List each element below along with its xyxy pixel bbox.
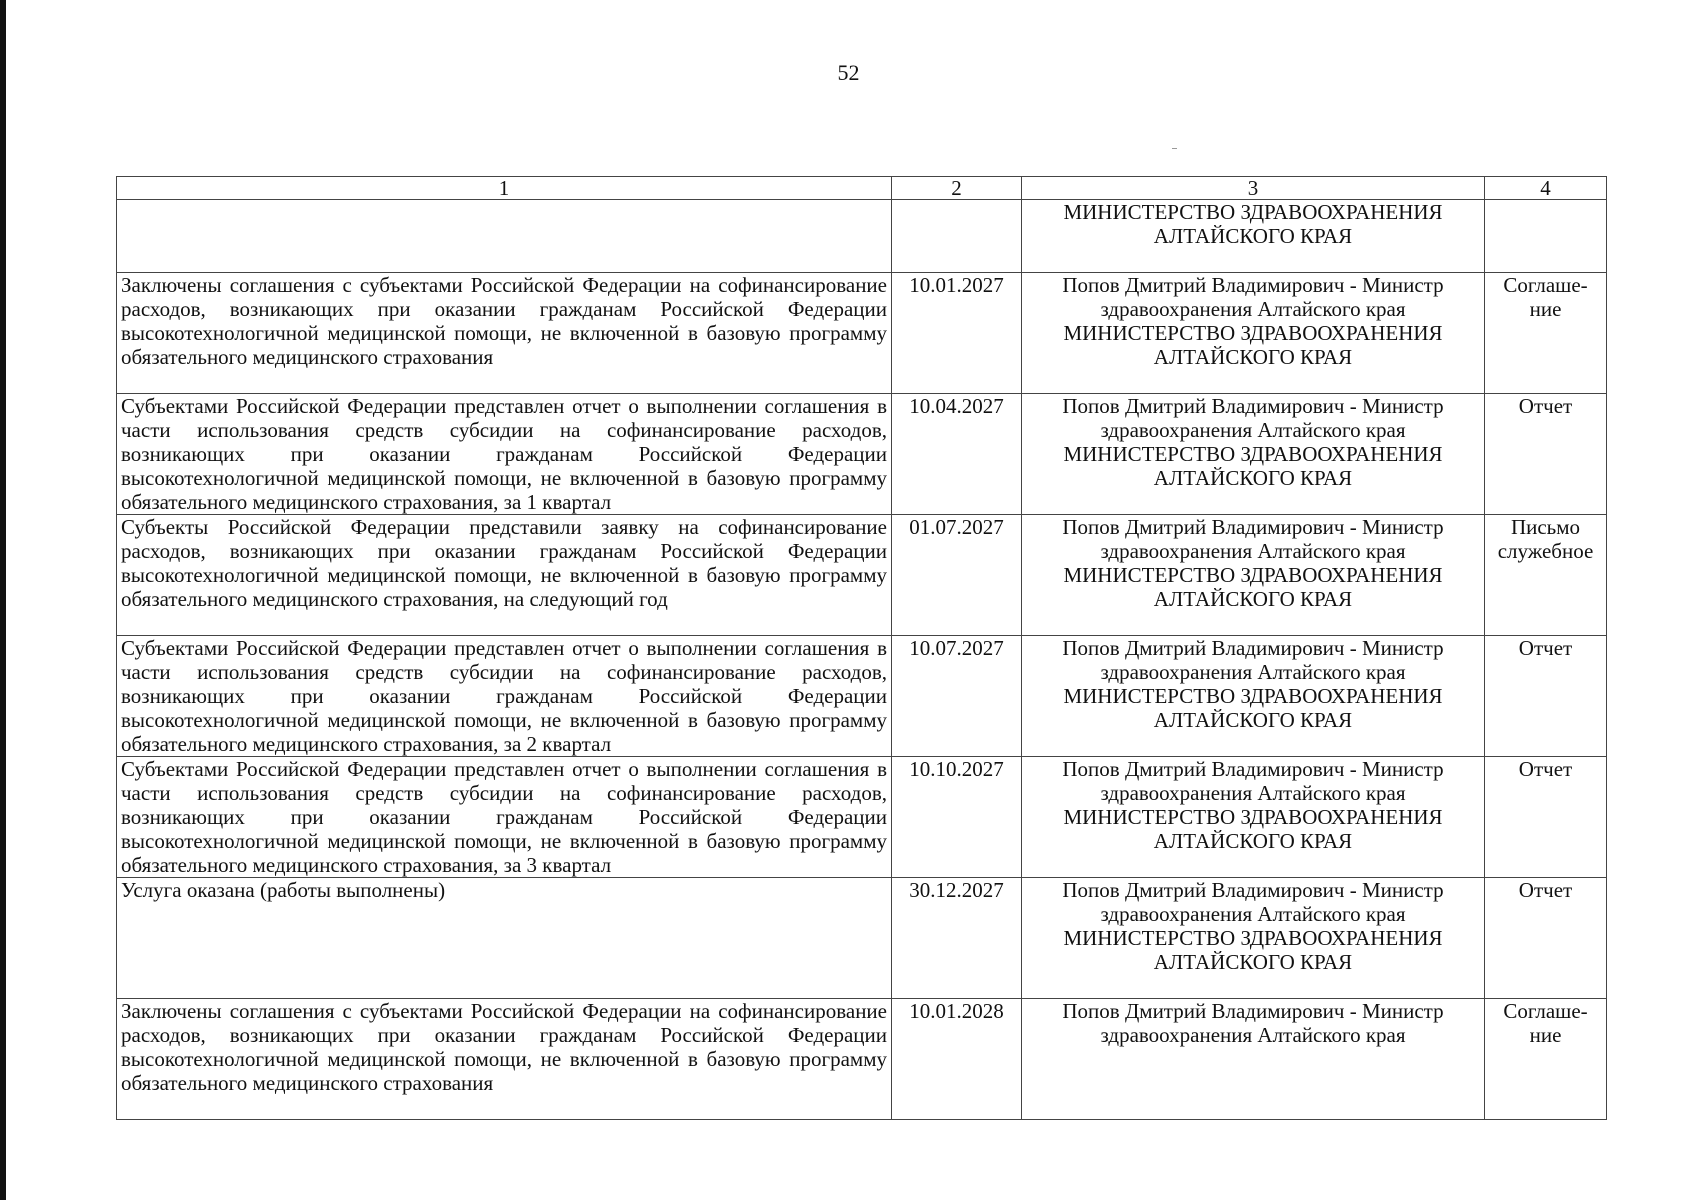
- responsible-cell: [1022, 636, 1485, 757]
- page-number: 52: [837, 60, 860, 85]
- responsible-person: Попов Дмитрий Владимирович - Министр здравоохранения Алтайского края: [1062, 999, 1444, 1047]
- column-header: 3: [1022, 177, 1485, 200]
- table-row: [117, 757, 1607, 878]
- organization: МИНИСТЕРСТВО ЗДРАВООХРАНЕНИЯ АЛТАЙСКОГО КРАЯ: [1063, 926, 1443, 974]
- document-type: Письмо служебное: [1485, 515, 1607, 636]
- responsible-person: Попов Дмитрий Владимирович - Министр здравоохранения Алтайского края: [1062, 757, 1444, 805]
- table-row: [117, 394, 1607, 515]
- column-header: 2: [892, 177, 1022, 200]
- organization: МИНИСТЕРСТВО ЗДРАВООХРАНЕНИЯ АЛТАЙСКОГО КРАЯ: [1063, 442, 1443, 490]
- responsible-person: Попов Дмитрий Владимирович - Министр здравоохранения Алтайского края: [1062, 878, 1444, 926]
- table-row: [117, 878, 1607, 999]
- event-date: 10.10.2027: [892, 757, 1022, 878]
- responsible-cell: [1022, 200, 1485, 273]
- document-type: Соглаше-ние: [1485, 273, 1607, 394]
- responsible-cell: [1022, 757, 1485, 878]
- event-text: Субъектами Российской Федерации представлен отчет о выполнении соглашения в части использования средств субсидии на софинансирование расходов, возникающих при оказании гражданам Российской Федерации высокотехнологичной медицинской помощи, не включенной в базовую программу обязательного медицинского страхования, за 1 квартал: [117, 394, 892, 515]
- organization: МИНИСТЕРСТВО ЗДРАВООХРАНЕНИЯ АЛТАЙСКОГО КРАЯ: [1063, 805, 1443, 853]
- responsible-cell: [1022, 394, 1485, 515]
- document-type: Соглаше-ние: [1485, 999, 1607, 1120]
- document-type: Отчет: [1485, 636, 1607, 757]
- event-date: 01.07.2027: [892, 515, 1022, 636]
- event-text: Услуга оказана (работы выполнены): [117, 878, 892, 999]
- event-text: [117, 200, 892, 273]
- organization: МИНИСТЕРСТВО ЗДРАВООХРАНЕНИЯ АЛТАЙСКОГО КРАЯ: [1063, 321, 1443, 369]
- table-row: [117, 636, 1607, 757]
- event-text: Субъекты Российской Федерации представили заявку на софинансирование расходов, возникающих при оказании гражданам Российской Федерации высокотехнологичной медицинской помощи, не включенной в базовую программу обязательного медицинского страхования, на следующий год: [117, 515, 892, 636]
- responsible-person: Попов Дмитрий Владимирович - Министр здравоохранения Алтайского края: [1062, 273, 1444, 321]
- event-text: Заключены соглашения с субъектами Российской Федерации на софинансирование расходов, возникающих при оказании гражданам Российской Федерации высокотехнологичной медицинской помощи, не включенной в базовую программу обязательного медицинского страхования: [117, 273, 892, 394]
- event-date: 10.04.2027: [892, 394, 1022, 515]
- event-date: 10.01.2028: [892, 999, 1022, 1120]
- table-row: [117, 515, 1607, 636]
- document-type: [1485, 200, 1607, 273]
- organization: МИНИСТЕРСТВО ЗДРАВООХРАНЕНИЯ АЛТАЙСКОГО КРАЯ: [1063, 563, 1443, 611]
- document-type: Отчет: [1485, 394, 1607, 515]
- scan-edge: [0, 0, 6, 1200]
- event-text: Заключены соглашения с субъектами Российской Федерации на софинансирование расходов, возникающих при оказании гражданам Российской Федерации высокотехнологичной медицинской помощи, не включенной в базовую программу обязательного медицинского страхования: [117, 999, 892, 1120]
- table-row: [117, 200, 1607, 273]
- organization: МИНИСТЕРСТВО ЗДРАВООХРАНЕНИЯ АЛТАЙСКОГО КРАЯ: [1063, 200, 1443, 248]
- table-row: [117, 999, 1607, 1120]
- responsible-person: Попов Дмитрий Владимирович - Министр здравоохранения Алтайского края: [1062, 394, 1444, 442]
- table-row: [117, 273, 1607, 394]
- event-text: Субъектами Российской Федерации представлен отчет о выполнении соглашения в части использования средств субсидии на софинансирование расходов, возникающих при оказании гражданам Российской Федерации высокотехнологичной медицинской помощи, не включенной в базовую программу обязательного медицинского страхования, за 3 квартал: [117, 757, 892, 878]
- schedule-table: [116, 176, 1607, 1120]
- event-date: 10.07.2027: [892, 636, 1022, 757]
- event-date: 30.12.2027: [892, 878, 1022, 999]
- header-row: [117, 177, 1607, 200]
- document-type: Отчет: [1485, 757, 1607, 878]
- responsible-cell: [1022, 878, 1485, 999]
- event-text: Субъектами Российской Федерации представлен отчет о выполнении соглашения в части использования средств субсидии на софинансирование расходов, возникающих при оказании гражданам Российской Федерации высокотехнологичной медицинской помощи, не включенной в базовую программу обязательного медицинского страхования, за 2 квартал: [117, 636, 892, 757]
- scan-speck: [1172, 148, 1177, 149]
- responsible-cell: [1022, 999, 1485, 1120]
- responsible-cell: [1022, 273, 1485, 394]
- responsible-cell: [1022, 515, 1485, 636]
- column-header: 1: [117, 177, 892, 200]
- event-date: 10.01.2027: [892, 273, 1022, 394]
- responsible-person: Попов Дмитрий Владимирович - Министр здравоохранения Алтайского края: [1062, 636, 1444, 684]
- column-header: 4: [1485, 177, 1607, 200]
- responsible-person: Попов Дмитрий Владимирович - Министр здравоохранения Алтайского края: [1062, 515, 1444, 563]
- event-date: [892, 200, 1022, 273]
- organization: МИНИСТЕРСТВО ЗДРАВООХРАНЕНИЯ АЛТАЙСКОГО КРАЯ: [1063, 684, 1443, 732]
- document-type: Отчет: [1485, 878, 1607, 999]
